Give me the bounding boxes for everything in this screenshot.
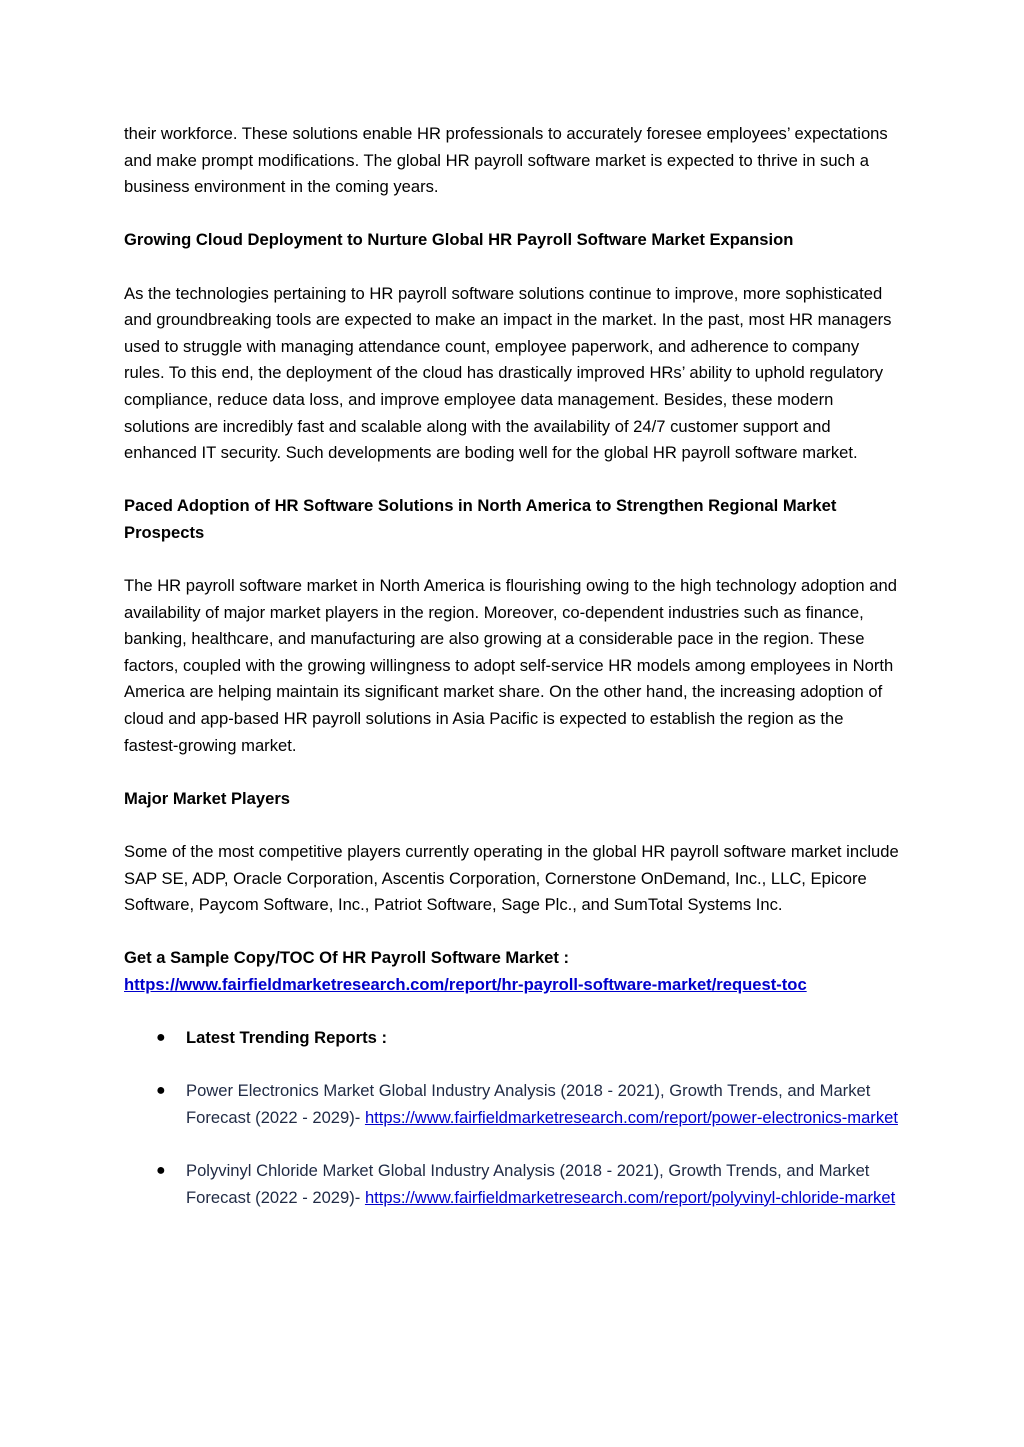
- report-polyvinyl-chloride-text: Polyvinyl Chloride Market Global Industry Analysis (2018 - 2021), Growth Trends, and Market Forecast (2022 - 2029)-: [186, 1161, 870, 1207]
- bullet-icon: ●: [156, 1029, 166, 1047]
- intro-paragraph: their workforce. These solutions enable HR professionals to accurately foresee employees’ expectations and make prompt modifications. The global HR payroll software market is expected to thrive in such a business environment in the coming years.: [124, 124, 888, 197]
- sample-copy-label: Get a Sample Copy/TOC Of HR Payroll Software Market :: [124, 948, 570, 968]
- heading-major-players: Major Market Players: [124, 788, 291, 808]
- report-power-electronics-text: Power Electronics Market Global Industry Analysis (2018 - 2021), Growth Trends, and Market Forecast (2022 - 2029)-: [186, 1081, 871, 1127]
- bullet-icon: ●: [156, 1082, 166, 1100]
- trending-reports-list: [124, 1025, 902, 1211]
- list-item: [124, 1025, 902, 1052]
- sample-copy-link[interactable]: https://www.fairfieldmarketresearch.com/report/hr-payroll-software-market/request-toc: [124, 975, 807, 994]
- document-page: [124, 121, 902, 1238]
- report-polyvinyl-chloride-link[interactable]: https://www.fairfieldmarketresearch.com/report/polyvinyl-chloride-market: [364, 1187, 896, 1207]
- trending-reports-heading: Latest Trending Reports :: [186, 1028, 387, 1048]
- north-america-paragraph: The HR payroll software market in North America is flourishing owing to the high technology adoption and availability of major market players in the region. Moreover, co-dependent industries such as finance, banking, healthcare, and manufacturing are also growing at a considerable pace in the region. These factors, coupled with the growing willingness to adopt self-service HR models among employees in North America are helping maintain its significant market share. On the other hand, the increasing adoption of cloud and app-based HR payroll solutions in Asia Pacific is expected to establish the region as the fastest-growing market.: [124, 576, 897, 755]
- report-power-electronics-link[interactable]: https://www.fairfieldmarketresearch.com/report/power-electronics-market: [364, 1107, 898, 1127]
- bullet-icon: ●: [156, 1162, 166, 1180]
- heading-cloud-deployment: Growing Cloud Deployment to Nurture Global HR Payroll Software Market Expansion: [124, 230, 794, 250]
- cloud-paragraph: As the technologies pertaining to HR payroll software solutions continue to improve, more sophisticated and groundbreaking tools are expected to make an impact in the market. In the past, most HR managers used to struggle with managing attendance count, employee paperwork, and adherence to company rules. To this end, the deployment of the cloud has drastically improved HRs’ ability to uphold regulatory compliance, reduce data loss, and improve employee data management. Besides, these modern solutions are incredibly fast and scalable along with the availability of 24/7 customer support and enhanced IT security. Such developments are boding well for the global HR payroll software market.: [124, 283, 892, 463]
- players-paragraph: Some of the most competitive players currently operating in the global HR payroll software market include SAP SE, ADP, Oracle Corporation, Ascentis Corporation, Cornerstone OnDemand, Inc., LLC, Epicore Software, Paycom Software, Inc., Patriot Software, Sage Plc., and SumTotal Systems Inc.: [124, 842, 899, 915]
- sample-copy-block: [124, 945, 902, 998]
- list-item: [124, 1158, 902, 1211]
- heading-north-america: Paced Adoption of HR Software Solutions in North America to Strengthen Regional Market Prospects: [124, 496, 837, 542]
- list-item: [124, 1078, 902, 1131]
